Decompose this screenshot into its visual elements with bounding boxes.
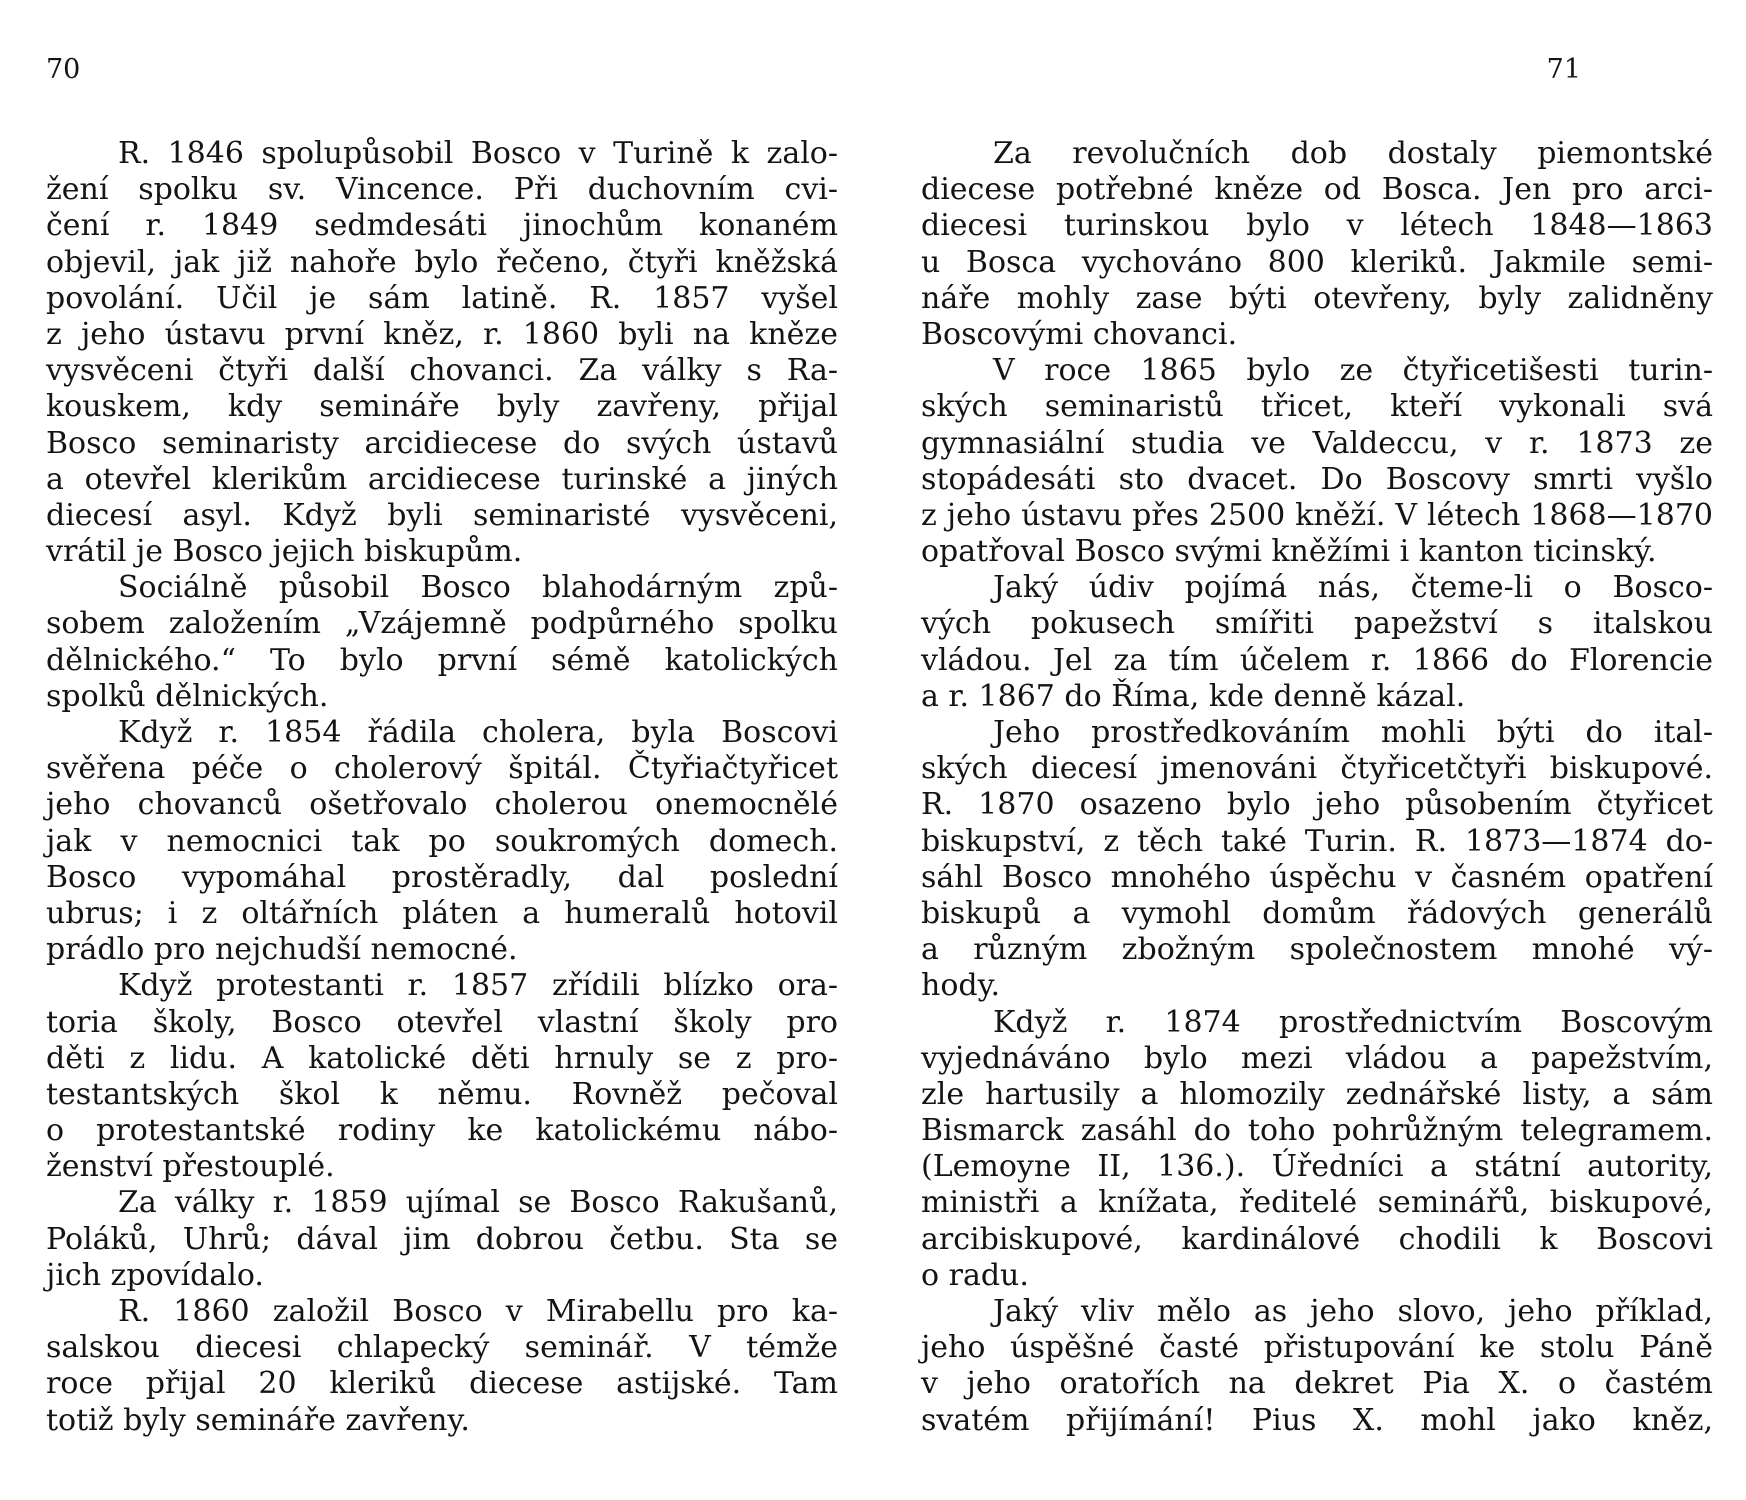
text-line: jich zpovídalo. <box>46 1257 264 1293</box>
text-line: diecesí asyl. Když byli seminaristé vysvěceni, <box>46 497 838 533</box>
text-line: u Bosca vychováno 800 kleriků. Jakmile semi- <box>921 244 1713 280</box>
text-line: vyjednáváno bylo mezi vládou a papežstvím, <box>921 1040 1713 1076</box>
text-line: o radu. <box>921 1257 1029 1293</box>
text-line: zle hartusily a hlomozily zednářské listy, a sám <box>921 1076 1713 1112</box>
text-line: prádlo pro nejchudší nemocné. <box>46 932 518 968</box>
text-line: náře mohly zase býti otevřeny, byly zalidněny <box>921 280 1713 316</box>
text-line: jak v nemocnici tak po soukromých domech. <box>46 823 838 859</box>
text-line: žení spolku sv. Vincence. Při duchovním cvi- <box>46 172 838 208</box>
text-line: Za války r. 1859 ujímal se Bosco Rakušanů, <box>118 1185 838 1221</box>
text-line: kouskem, kdy semináře byly zavřeny, přijal <box>46 389 838 425</box>
text-line: Když protestanti r. 1857 zřídili blízko ora- <box>118 968 838 1004</box>
text-line: povolání. Učil je sám latině. R. 1857 vyšel <box>46 280 838 316</box>
text-line: svatém přijímání! Pius X. mohl jako kněz, <box>921 1402 1713 1438</box>
text-line: stopádesáti sto dvacet. Do Boscovy smrti vyšlo <box>921 461 1713 497</box>
text-line: svěřena péče o cholerový špitál. Čtyřiačtyřicet <box>46 751 838 787</box>
text-line: Jaký údiv pojímá nás, čteme-li o Bosco- <box>993 570 1713 606</box>
text-line: hody. <box>921 968 1001 1004</box>
text-line: Bosco seminaristy arcidiecese do svých ústavů <box>46 425 838 461</box>
text-line: diecese potřebné kněze od Bosca. Jen pro arci- <box>921 172 1713 208</box>
text-line: ských seminaristů třicet, kteří vykonali svá <box>921 389 1713 425</box>
text-line: Bosco vypomáhal prostěradly, dal poslední <box>46 859 838 895</box>
text-line: Za revolučních dob dostaly piemontské <box>993 136 1713 171</box>
text-line: Jeho prostředkováním mohli býti do ital- <box>993 715 1713 750</box>
text-line: vládou. Jel za tím účelem r. 1866 do Florencie <box>921 642 1713 678</box>
text-line: gymnasiální studia ve Valdeccu, v r. 1873 ze <box>921 425 1713 461</box>
text-line: arcibiskupové, kardinálové chodili k Boscovi <box>921 1221 1713 1257</box>
text-line: ministři a knížata, ředitelé seminářů, biskupové, <box>921 1185 1713 1221</box>
text-line: vých pokusech smířiti papežství s italskou <box>921 606 1713 642</box>
text-line: biskupství, z těch také Turin. R. 1873—1874 do- <box>921 823 1713 859</box>
text-line: V roce 1865 bylo ze čtyřicetišesti turin- <box>993 353 1713 389</box>
text-line: Když r. 1854 řádila cholera, byla Boscovi <box>118 715 838 750</box>
text-line: R. 1846 spolupůsobil Bosco v Turině k zalo- <box>118 136 838 171</box>
text-line: spolků dělnických. <box>46 678 329 714</box>
text-line: jeho úspěšné časté přistupování ke stolu Páně <box>921 1330 1713 1366</box>
text-line: Boscovými chovanci. <box>921 316 1238 352</box>
text-line: čení r. 1849 sedmdesáti jinochům konaném <box>46 208 838 244</box>
text-line: objevil, jak již nahoře bylo řečeno, čtyři kněžská <box>46 244 838 280</box>
page-number: 70 <box>46 54 81 85</box>
text-line: a otevřel klerikům arcidiecese turinské a jiných <box>46 461 838 497</box>
text-line: sobem založením „Vzájemně podpůrného spolku <box>46 606 838 642</box>
text-line: toria školy, Bosco otevřel vlastní školy pro <box>46 1004 838 1040</box>
text-line: Jaký vliv mělo as jeho slovo, jeho příklad, <box>993 1294 1713 1329</box>
text-line: biskupů a vymohl domům řádových generálů <box>921 895 1713 931</box>
text-line: R. 1860 založil Bosco v Mirabellu pro ka- <box>118 1294 838 1329</box>
text-line: Poláků, Uhrů; dával jim dobrou četbu. Sta se <box>46 1221 838 1257</box>
text-line: (Lemoyne II, 136.). Úředníci a státní autority, <box>921 1149 1713 1185</box>
text-line: vrátil je Bosco jejich biskupům. <box>46 534 523 570</box>
page-number: 71 <box>1546 54 1581 85</box>
text-line: a různým zbožným společnostem mnohé vý- <box>921 932 1713 968</box>
text-line: a r. 1867 do Říma, kde denně kázal. <box>921 678 1466 714</box>
text-line: ubrus; i z oltářních pláten a humeralů hotovil <box>46 895 838 931</box>
text-line: dělnického.“ To bylo první sémě katolických <box>46 642 838 678</box>
text-line: děti z lidu. A katolické děti hrnuly se z pro- <box>46 1040 838 1076</box>
text-line: sáhl Bosco mnohého úspěchu v časném opatření <box>921 859 1713 895</box>
text-line: salskou diecesi chlapecký seminář. V témže <box>46 1330 838 1366</box>
page-text <box>46 136 838 1439</box>
text-line: diecesi turinskou bylo v létech 1848—1863 <box>921 208 1713 244</box>
page-text <box>921 136 1713 1439</box>
text-line: ženství přestouplé. <box>46 1149 335 1185</box>
text-line: vysvěceni čtyři další chovanci. Za války s Ra- <box>46 353 838 389</box>
text-line: jeho chovanců ošetřovalo cholerou onemocnělé <box>46 787 838 823</box>
text-line: totiž byly semináře zavřeny. <box>46 1402 470 1438</box>
text-line: z jeho ústavu přes 2500 kněží. V létech 1868—1870 <box>921 497 1713 533</box>
text-line: R. 1870 osazeno bylo jeho působením čtyřicet <box>921 787 1713 823</box>
text-line: Sociálně působil Bosco blahodárným způ- <box>118 570 838 606</box>
text-line: ských diecesí jmenováni čtyřicetčtyři biskupové. <box>921 751 1713 787</box>
text-line: Bismarck zasáhl do toho pohrůžným telegramem. <box>921 1113 1713 1149</box>
text-line: z jeho ústavu první kněz, r. 1860 byli na kněze <box>46 316 838 352</box>
text-line: Když r. 1874 prostřednictvím Boscovým <box>993 1004 1713 1040</box>
text-line: opatřoval Bosco svými kněžími i kanton ticinský. <box>921 534 1657 570</box>
text-line: v jeho oratořích na dekret Pia X. o častém <box>921 1366 1713 1402</box>
text-line: o protestantské rodiny ke katolickému nábo- <box>46 1113 838 1149</box>
text-line: testantských škol k němu. Rovněž pečoval <box>46 1076 838 1112</box>
text-line: roce přijal 20 kleriků diecese astijské. Tam <box>46 1366 838 1402</box>
